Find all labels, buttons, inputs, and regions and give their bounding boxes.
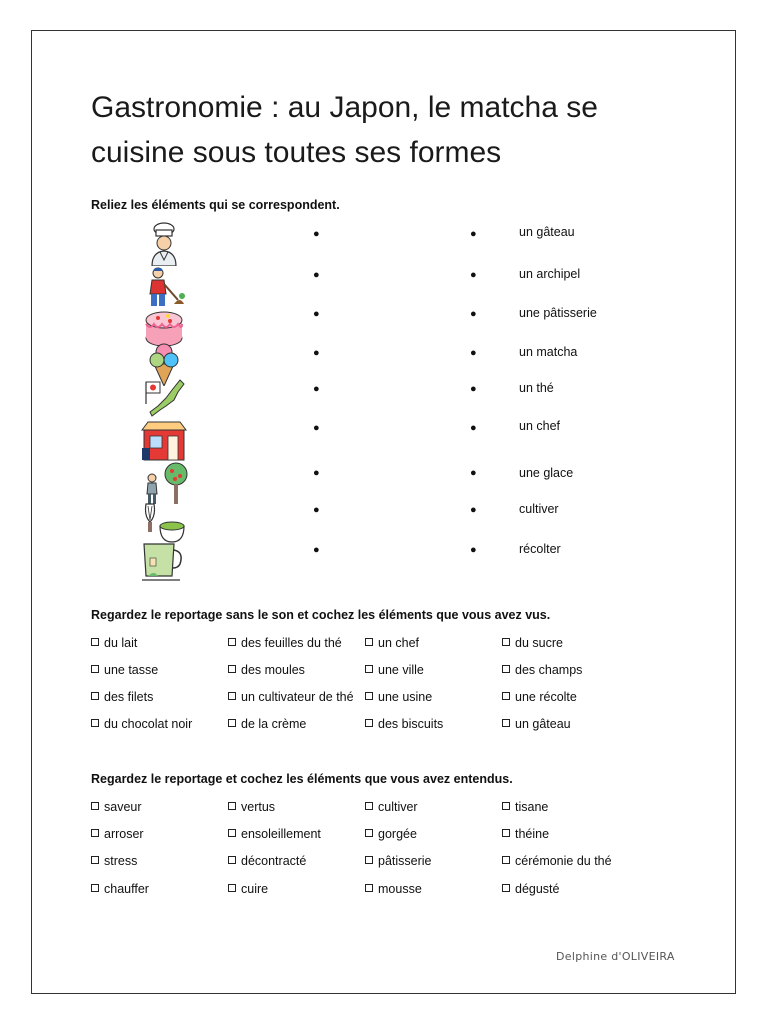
checkbox-item[interactable]: vertus	[228, 800, 275, 814]
checkbox-item[interactable]: arroser	[91, 827, 144, 841]
match-word: un thé	[519, 381, 554, 395]
right-bullet[interactable]: ●	[470, 308, 477, 320]
checkbox-icon[interactable]	[502, 802, 510, 810]
right-bullet[interactable]: ●	[470, 269, 477, 281]
checkbox-icon[interactable]	[228, 638, 236, 646]
checkbox-icon[interactable]	[91, 692, 99, 700]
left-bullet[interactable]: ●	[313, 383, 320, 395]
checkbox-item[interactable]: stress	[91, 854, 137, 868]
checkbox-item[interactable]: cuire	[228, 882, 268, 896]
checkbox-icon[interactable]	[228, 719, 236, 727]
checkbox-item[interactable]: dégusté	[502, 882, 559, 896]
checkbox-icon[interactable]	[365, 802, 373, 810]
checkbox-item[interactable]: du chocolat noir	[91, 717, 192, 731]
left-bullet[interactable]: ●	[313, 308, 320, 320]
checkbox-item[interactable]: des biscuits	[365, 717, 443, 731]
checkbox-icon[interactable]	[365, 829, 373, 837]
matcha-whisk-bowl-icon	[140, 500, 188, 544]
checkbox-item[interactable]: un chef	[365, 636, 419, 650]
checkbox-icon[interactable]	[91, 856, 99, 864]
checkbox-icon[interactable]	[502, 692, 510, 700]
seen-instruction: Regardez le reportage sans le son et cochez les éléments que vous avez vus.	[91, 608, 551, 622]
match-word: une pâtisserie	[519, 306, 597, 320]
checkbox-item[interactable]: du lait	[91, 636, 137, 650]
match-word: un gâteau	[519, 225, 575, 239]
checkbox-icon[interactable]	[365, 638, 373, 646]
checkbox-item[interactable]: mousse	[365, 882, 422, 896]
right-bullet[interactable]: ●	[470, 467, 477, 479]
checkbox-item[interactable]: des moules	[228, 663, 305, 677]
left-bullet[interactable]: ●	[313, 422, 320, 434]
checkbox-icon[interactable]	[91, 884, 99, 892]
checkbox-item[interactable]: cérémonie du thé	[502, 854, 612, 868]
checkbox-icon[interactable]	[502, 719, 510, 727]
japan-map-icon	[140, 378, 188, 422]
left-bullet[interactable]: ●	[313, 228, 320, 240]
match-word: un chef	[519, 419, 561, 433]
match-word: un archipel	[519, 267, 581, 281]
checkbox-item[interactable]: du sucre	[502, 636, 563, 650]
right-bullet[interactable]: ●	[470, 347, 477, 359]
patisserie-shop-icon	[140, 418, 188, 462]
checkbox-icon[interactable]	[365, 884, 373, 892]
right-bullet[interactable]: ●	[470, 422, 477, 434]
checkbox-item[interactable]: une récolte	[502, 690, 577, 704]
checkbox-icon[interactable]	[502, 856, 510, 864]
checkbox-item[interactable]: pâtisserie	[365, 854, 432, 868]
checkbox-item[interactable]: des feuilles du thé	[228, 636, 342, 650]
checkbox-icon[interactable]	[365, 665, 373, 673]
checkbox-icon[interactable]	[91, 829, 99, 837]
tea-cup-icon	[140, 540, 188, 584]
checkbox-item[interactable]: ensoleillement	[228, 827, 321, 841]
checkbox-icon[interactable]	[502, 638, 510, 646]
heard-instruction: Regardez le reportage et cochez les éléments que vous avez entendus.	[91, 772, 513, 786]
checkbox-item[interactable]: de la crème	[228, 717, 306, 731]
checkbox-icon[interactable]	[228, 802, 236, 810]
checkbox-item[interactable]: une ville	[365, 663, 424, 677]
checkbox-icon[interactable]	[91, 719, 99, 727]
checkbox-item[interactable]: une usine	[365, 690, 432, 704]
checkbox-icon[interactable]	[502, 829, 510, 837]
author-signature: Delphine d'OLIVEIRA	[556, 950, 675, 963]
left-bullet[interactable]: ●	[313, 269, 320, 281]
checkbox-item[interactable]: décontracté	[228, 854, 306, 868]
checkbox-icon[interactable]	[91, 665, 99, 673]
right-bullet[interactable]: ●	[470, 228, 477, 240]
worksheet-title	[91, 85, 651, 175]
checkbox-icon[interactable]	[228, 884, 236, 892]
checkbox-item[interactable]: des champs	[502, 663, 582, 677]
right-bullet[interactable]: ●	[470, 504, 477, 516]
checkbox-item[interactable]: gorgée	[365, 827, 417, 841]
checkbox-item[interactable]: tisane	[502, 800, 548, 814]
checkbox-icon[interactable]	[228, 665, 236, 673]
checkbox-icon[interactable]	[91, 638, 99, 646]
left-bullet[interactable]: ●	[313, 544, 320, 556]
checkbox-icon[interactable]	[365, 719, 373, 727]
checkbox-icon[interactable]	[228, 829, 236, 837]
checkbox-item[interactable]: théine	[502, 827, 549, 841]
match-word: cultiver	[519, 502, 559, 516]
match-word: un matcha	[519, 345, 578, 359]
left-bullet[interactable]: ●	[313, 347, 320, 359]
checkbox-icon[interactable]	[91, 802, 99, 810]
checkbox-icon[interactable]	[365, 692, 373, 700]
left-bullet[interactable]: ●	[313, 504, 320, 516]
checkbox-item[interactable]: un cultivateur de thé	[228, 690, 354, 704]
checkbox-icon[interactable]	[365, 856, 373, 864]
right-bullet[interactable]: ●	[470, 544, 477, 556]
match-word: une glace	[519, 466, 574, 480]
checkbox-icon[interactable]	[502, 884, 510, 892]
right-bullet[interactable]: ●	[470, 383, 477, 395]
checkbox-icon[interactable]	[228, 856, 236, 864]
chef-icon	[140, 222, 188, 266]
checkbox-item[interactable]: un gâteau	[502, 717, 571, 731]
gardener-icon	[140, 266, 188, 310]
checkbox-item[interactable]: saveur	[91, 800, 142, 814]
match-word: récolter	[519, 542, 561, 556]
checkbox-item[interactable]: chauffer	[91, 882, 149, 896]
left-bullet[interactable]: ●	[313, 467, 320, 479]
checkbox-icon[interactable]	[228, 692, 236, 700]
checkbox-item[interactable]: des filets	[91, 690, 153, 704]
checkbox-item[interactable]: cultiver	[365, 800, 418, 814]
title-line-2: cuisine sous toutes ses formes	[91, 136, 502, 169]
checkbox-item[interactable]: une tasse	[91, 663, 158, 677]
title-line-1: Gastronomie : au Japon, le matcha se	[91, 91, 598, 124]
checkbox-icon[interactable]	[502, 665, 510, 673]
matching-instruction: Reliez les éléments qui se correspondent.	[91, 198, 340, 212]
